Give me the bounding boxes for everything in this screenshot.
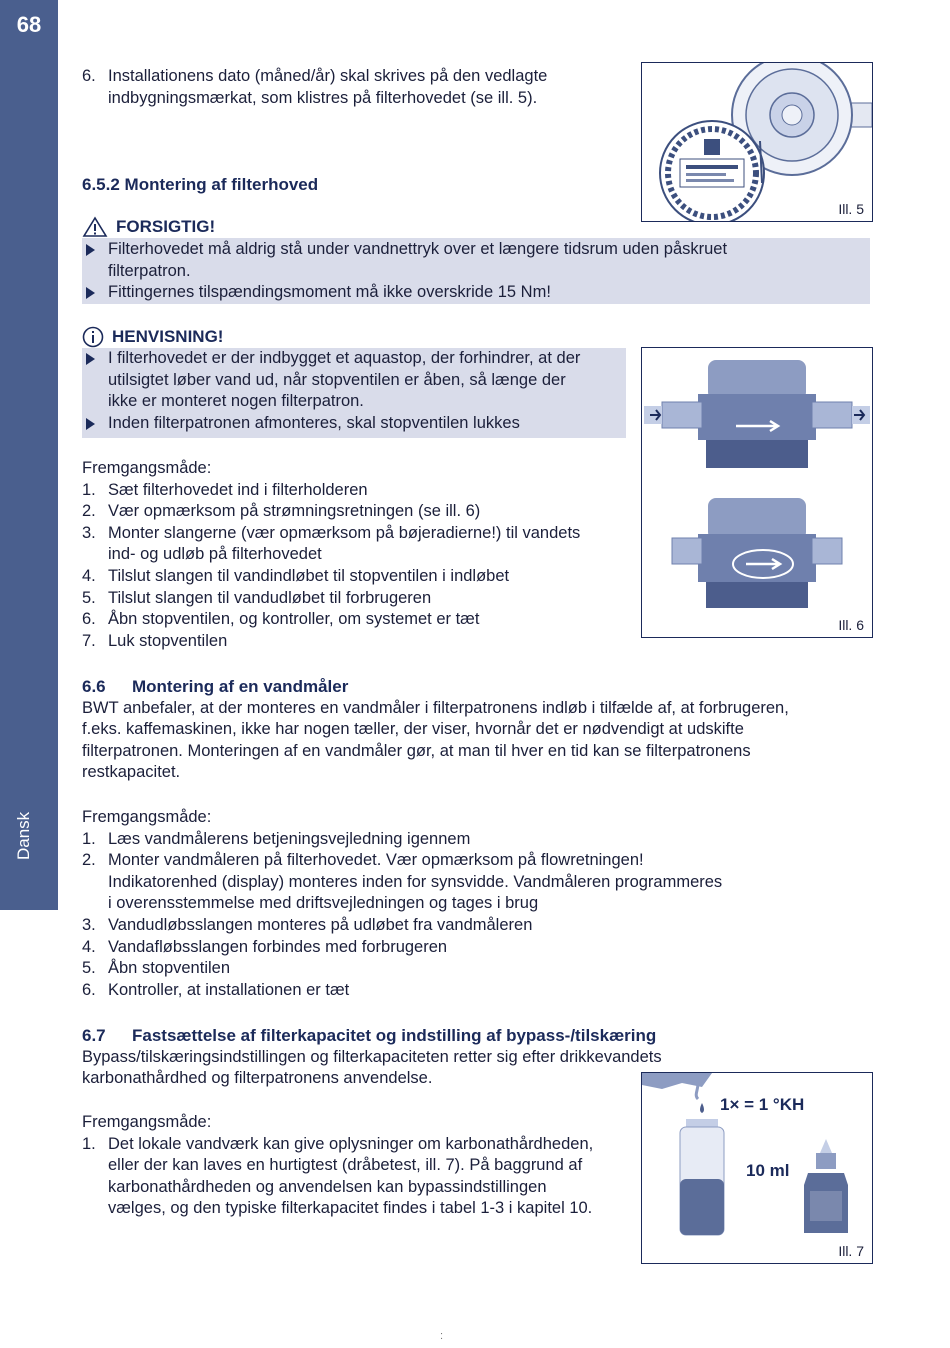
filter-head-label-illustration — [642, 63, 872, 221]
procedure-step: 1. Læs vandmålerens betjeningsvejledning igennem — [82, 829, 471, 848]
section-67-paragraph: Bypass/tilskæringsindstillingen og filterkapaciteten retter sig efter drikkevandets — [82, 1047, 662, 1066]
info-icon — [82, 326, 104, 348]
caution-heading: FORSIGTIG! — [82, 216, 872, 238]
note-block — [82, 326, 627, 434]
procedure-step: 2. Vær opmærksom på strømningsretningen (se ill. 6) — [82, 502, 481, 521]
figure-ill6 — [641, 347, 873, 638]
procedure-step: 6. Kontroller, at installationen er tæt — [82, 980, 350, 999]
intro-item: 6. Installationens dato (måned/år) skal skrives på den vedlagte indbygningsmærkat, som klistres på filterhovedet (se ill. 5). — [82, 67, 548, 107]
procedure-step: 5. Åbn stopventilen — [82, 959, 231, 978]
flow-direction-illustration — [642, 348, 872, 637]
procedure-step: 2. Monter vandmåleren på filterhovedet. Vær opmærksom på flowretningen! Indikatorenhed (display) monteres inden for synsvidde. Vandmåleren programmeres i overensstemmelse med driftsvejledningen og tages i brug — [82, 851, 723, 913]
note-heading: HENVISNING! — [82, 326, 627, 348]
procedure-label: Fremgangsmåde: — [82, 459, 212, 477]
procedure-1 — [82, 458, 632, 652]
procedure-step: 1. Det lokale vandværk kan give oplysninger om karbonathårdheden, eller der kan laves en hurtigtest (dråbetest, ill. 7). På baggrund af karbonathårdheden og anvendelsen kan bypassindstillingen vælges, og den typiske filterkapacitet findes i tabel 1-3 i kapitel 10. — [82, 1134, 594, 1218]
procedure-step: 7. Luk stopventilen — [82, 631, 228, 650]
procedure-step: 6. Åbn stopventilen, og kontroller, om systemet er tæt — [82, 610, 480, 629]
procedure-label: Fremgangsmåde: — [82, 1113, 212, 1131]
procedure-2 — [82, 807, 872, 1001]
figure-ill5 — [641, 62, 873, 222]
procedure-label: Fremgangsmåde: — [82, 808, 212, 826]
footer-mark: : — [440, 1330, 444, 1342]
procedure-step: 4. Vandafløbsslangen forbindes med forbrugeren — [82, 937, 448, 956]
drop-equivalence-label: 1× = 1 °KH — [720, 1095, 805, 1114]
volume-label: 10 ml — [746, 1161, 790, 1180]
caution-item: Fittingernes tilspændingsmoment må ikke overskride 15 Nm! — [82, 282, 872, 304]
section-652-title: 6.5.2 Montering af filterhoved — [82, 175, 319, 194]
procedure-3 — [82, 1112, 642, 1220]
section-66-paragraph: restkapacitet. — [82, 763, 181, 782]
page-number: 68 — [16, 12, 42, 37]
procedure-step: 5. Tilslut slangen til vandudløbet til forbrugeren — [82, 588, 432, 607]
section-66 — [82, 676, 872, 784]
note-item: Inden filterpatronen afmonteres, skal stopventilen lukkes — [82, 413, 627, 435]
figure-ill7 — [641, 1072, 873, 1264]
warning-triangle-icon — [82, 216, 108, 238]
page-sidebar — [0, 0, 58, 910]
section-66-paragraph: BWT anbefaler, at der monteres en vandmåler i filterpatronens indløb i tilfælde af, at forbrugeren, — [82, 698, 789, 717]
note-item: I filterhovedet er der indbygget et aquastop, der forhindrer, at der utilsigtet løber vand ud, når stopventilen er åben, så længe der ikke er monteret nogen filterpatron. — [82, 348, 627, 413]
section-66-paragraph: f.eks. kaffemaskinen, ikke har nogen tæller, der viser, hvornår det er nødvendigt at udskifte — [82, 720, 744, 739]
caution-item: Filterhovedet må aldrig stå under vandnettryk over et længere tidsrum uden påskruet filterpatron. — [82, 239, 872, 282]
section-66-paragraph: filterpatronen. Monteringen af en vandmåler gør, at man til hver en tid kan se filterpatronens — [82, 741, 751, 760]
figure-caption: Ill. 6 — [838, 617, 864, 633]
caution-block — [82, 216, 872, 304]
section-67-title: 6.7 Fastsættelse af filterkapacitet og indstilling af bypass-/tilskæring — [82, 1026, 657, 1045]
language-label: Dansk — [14, 811, 33, 860]
procedure-step: 1. Sæt filterhovedet ind i filterholderen — [82, 480, 368, 499]
section-66-title: 6.6 Montering af en vandmåler — [82, 677, 349, 696]
procedure-step: 3. Monter slangerne (vær opmærksom på bøjeradierne!) til vandets ind- og udløb på filterhovedet — [82, 523, 581, 564]
procedure-step: 3. Vandudløbsslangen monteres på udløbet fra vandmåleren — [82, 915, 533, 934]
section-67-paragraph: karbonathårdhed og filterpatronens anvendelse. — [82, 1069, 433, 1088]
figure-caption: Ill. 7 — [838, 1243, 864, 1259]
procedure-step: 4. Tilslut slangen til vandindløbet til stopventilen i indløbet — [82, 566, 510, 585]
figure-caption: Ill. 5 — [838, 201, 864, 217]
